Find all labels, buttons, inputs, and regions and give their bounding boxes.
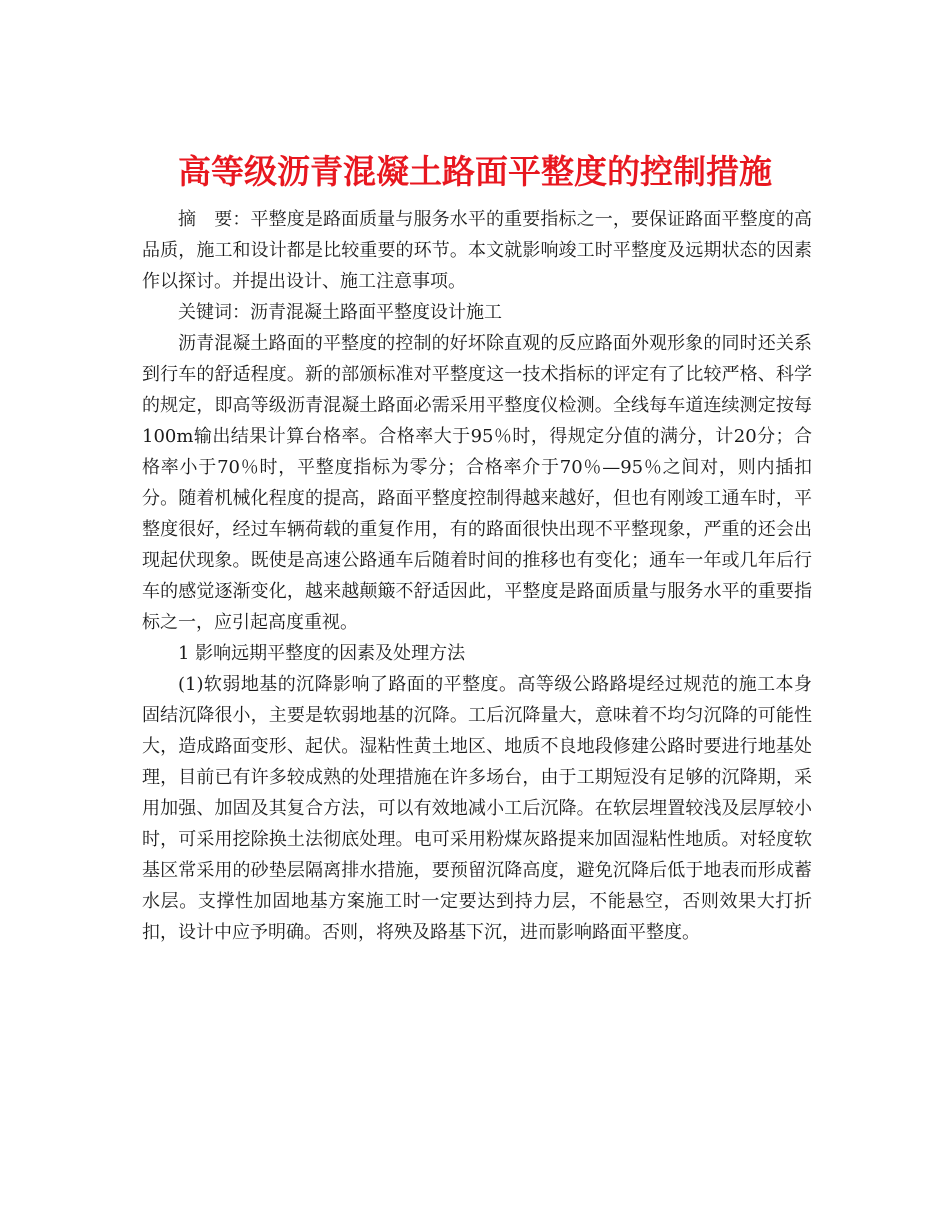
intro-paragraph: 沥青混凝土路面的平整度的控制的好坏除直观的反应路面外观形象的同时还关系到行车的舒适程度。新的部颁标准对平整度这一技术指标的评定有了比较严格、科学的规定，即高等级沥青混凝土路面必需采用平整度仪检测。全线每车道连续测定按每100m输出结果计算台格率。合格率大于95％时，得规定分值的满分，计20分；合格率小于70％时，平整度指标为零分；合格率介于70％—95％之间对，则内插扣分。随着机械化程度的提高，路面平整度控制得越来越好，但也有刚竣工通车时，平整度很好，经过车辆荷载的重复作用，有的路面很快出现不平整现象，严重的还会出现起伏现象。既使是高速公路通车后随着时间的推移也有变化；通车一年或几年后行车的感觉逐渐变化，越来越颠簸不舒适因此，平整度是路面质量与服务水平的重要指标之一，应引起高度重视。 (142, 333, 812, 633)
abstract-paragraph: 摘 要：平整度是路面质量与服务水平的重要指标之一，要保证路面平整度的高品质，施工和设计都是比较重要的环节。本文就影响竣工时平整度及远期状态的因素作以探讨。并提出设计、施工注意事项。 (142, 209, 812, 292)
section-heading: 1 影响远期平整度的因素及处理方法 (178, 643, 466, 664)
document-body (142, 204, 812, 948)
keywords-line: 关键词：沥青混凝土路面平整度设计施工 (178, 302, 502, 323)
document-title: 高等级沥青混凝土路面平整度的控制措施 (178, 152, 772, 192)
body-paragraph: (1)软弱地基的沉降影响了路面的平整度。高等级公路路堤经过规范的施工本身固结沉降很小，主要是软弱地基的沉降。工后沉降量大，意味着不均匀沉降的可能性大，造成路面变形、起伏。湿粘性黄土地区、地质不良地段修建公路时要进行地基处理，目前已有许多较成熟的处理措施在许多场台，由于工期短没有足够的沉降期，采用加强、加固及其复合方法，可以有效地减小工后沉降。在软层埋置较浅及层厚较小时，可采用挖除换土法彻底处理。电可采用粉煤灰路提来加固湿粘性地质。对轻度软基区常采用的砂垫层隔离排水措施，要预留沉降高度，避免沉降后低于地表而形成蓄水层。支撑性加固地基方案施工时一定要达到持力层，不能悬空，否则效果大打折扣，设计中应予明确。否则，将殃及路基下沉，进而影响路面平整度。 (142, 674, 812, 943)
